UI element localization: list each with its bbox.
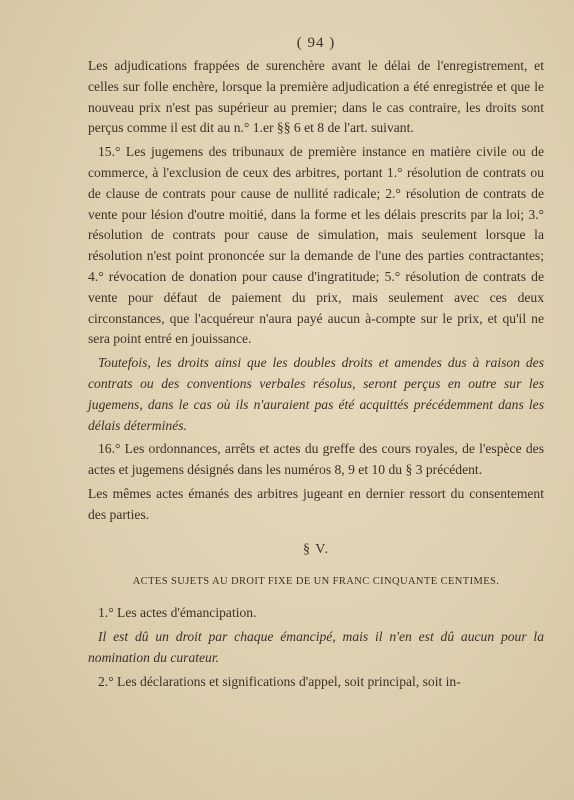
paragraph-droit-emancipe: Il est dû un droit par chaque émancipé, mais il n'en est dû aucun pour la nomination du curateur. — [88, 628, 544, 665]
page-number: ( 94 ) — [296, 35, 336, 51]
paragraph-toutefois: Toutefois, les droits ainsi que les doubles droits et amendes dus à raison des contrats ou des conventions verbales résolus, seront perçus en outre sur les jugemens, dans le cas où ils n'auraient pas été acquittés précédemment dans les délais déterminés. — [88, 355, 544, 433]
paragraph-emancipation: 1.° Les actes d'émancipation. — [98, 605, 257, 621]
paragraph-adjudications: Les adjudications frappées de surenchère avant le délai de l'enregistrement, et celles sur folle enchère, lorsque la première adjudication a été enregistrée et que le nouveau prix n'est pas supérieur au premier; dans le cas contraire, les droits sont perçus comme il est dit au n.° 1.er §§ 6 et 8 de l'art. suivant. — [88, 58, 544, 136]
section-subheading: ACTES SUJETS AU DROIT FIXE DE UN FRANC CINQUANTE CENTIMES. — [132, 576, 500, 588]
section-heading: § V. — [302, 541, 330, 557]
paragraph-declarations: 2.° Les déclarations et significations d'appel, soit principal, soit in- — [98, 673, 461, 689]
paragraph-item-15: 15.° Les jugemens des tribunaux de première instance en matière civile ou de commerce, à l'exclusion de ceux des arbitres, portant 1.° résolution de contrats ou de clause de contrats pour cause de nullité radicale; 2.° résolution de contrats de vente pour lésion d'outre moitié, dans la forme et les délais prescrits par la loi; 3.° résolution de contrats pour cause de simulation, mais seulement lorsque la résolution n'est point prononcée sur la demande de l'une des parties contractantes; 4.° révocation de donation pour cause d'ingratitude; 5.° résolution de contrats de vente pour défaut de paiement du prix, mais seulement avec ces deux circonstances, que l'acquéreur n'aura payé aucun à-compte sur le prix, et qu'il ne sera point entré en jouissance. — [88, 144, 544, 347]
page-content — [88, 32, 544, 695]
paragraph-item-16: 16.° Les ordonnances, arrêts et actes du greffe des cours royales, de l'espèce des actes et jugemens désignés dans les numéros 8, 9 et 10 du § 3 précédent. — [88, 441, 544, 478]
paragraph-arbitres: Les mêmes actes émanés des arbitres jugeant en dernier ressort du consentement des parties. — [88, 485, 544, 522]
